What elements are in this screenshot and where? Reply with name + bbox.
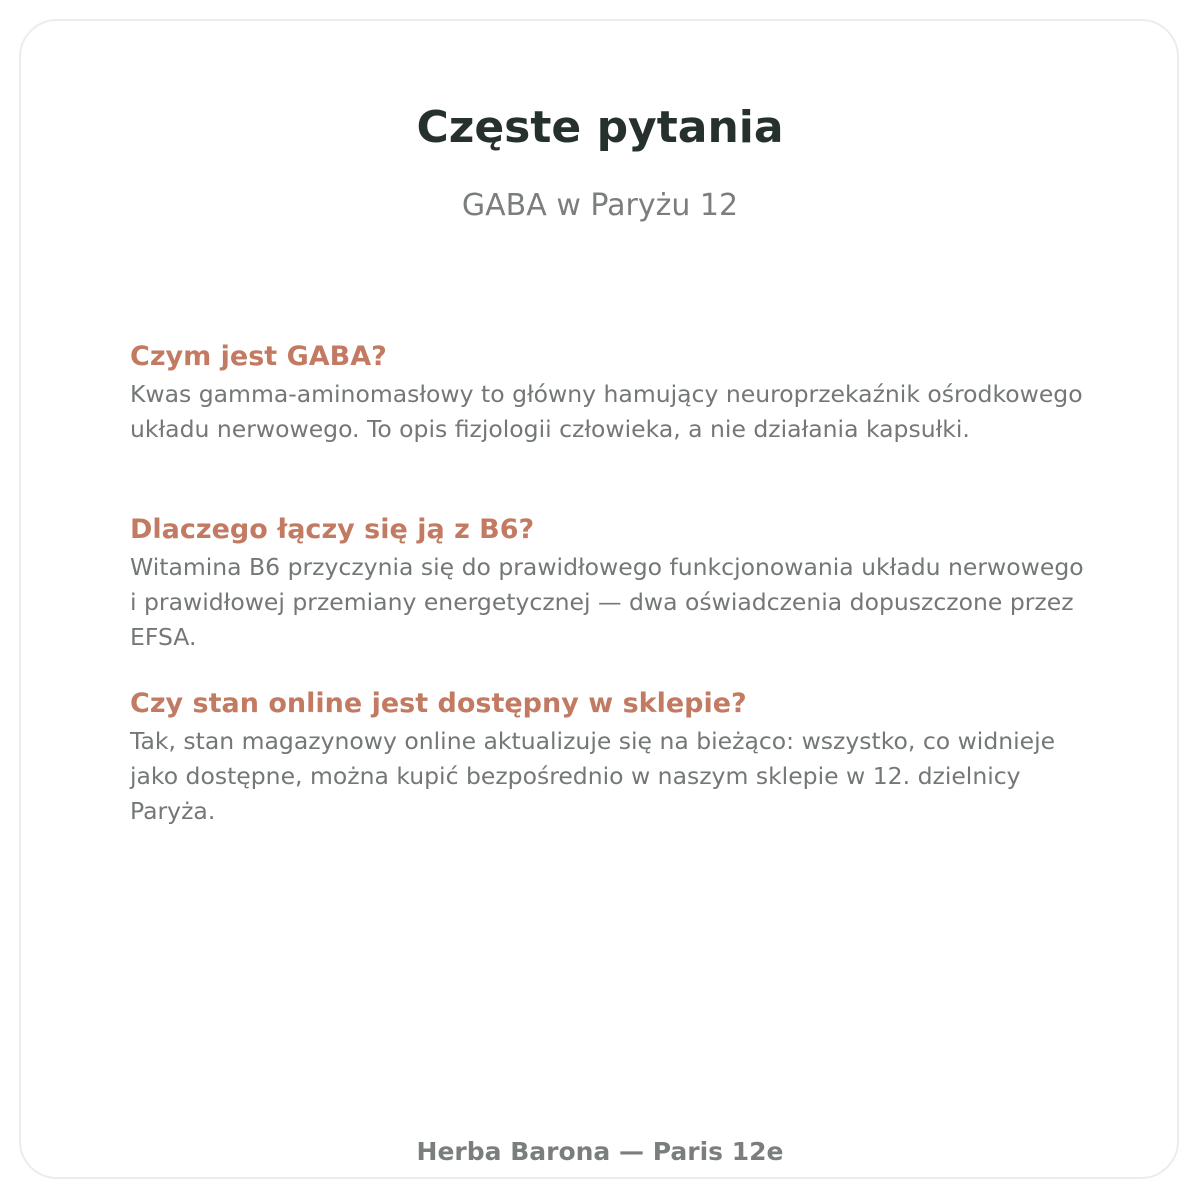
footer-brand: Herba Barona — Paris 12e: [416, 1137, 784, 1166]
faq-item: [130, 510, 1090, 655]
faq-item: [130, 337, 1090, 447]
faq-question: Czym jest GABA?: [130, 341, 387, 372]
faq-question: Dlaczego łączy się ją z B6?: [130, 514, 535, 545]
faq-item: [130, 684, 1090, 829]
page-title: Częste pytania: [416, 102, 784, 153]
faq-question: Czy stan online jest dostępny w sklepie?: [130, 688, 747, 719]
faq-answer: Kwas gamma-aminomasłowy to główny hamujący neuroprzekaźnik ośrodkowego układu nerwowego. To opis fizjologii człowieka, a nie działania kapsułki.: [130, 380, 1083, 443]
page-subtitle: GABA w Paryżu 12: [461, 188, 739, 223]
faq-answer: Witamina B6 przyczynia się do prawidłowego funkcjonowania układu nerwowego i prawidłowej przemiany energetycznej — dwa oświadczenia dopuszczone przez EFSA.: [130, 553, 1084, 651]
faq-answer: Tak, stan magazynowy online aktualizuje się na bieżąco: wszystko, co widnieje jako dostępne, można kupić bezpośrednio w naszym sklepie w 12. dzielnicy Paryża.: [130, 727, 1056, 825]
